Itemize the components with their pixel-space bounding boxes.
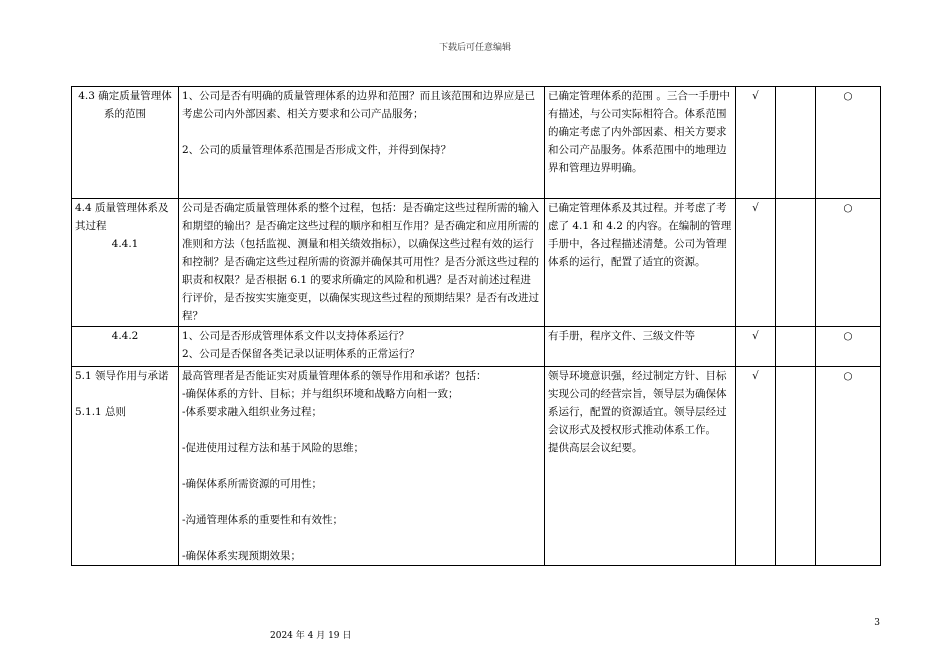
table-row [72, 367, 881, 566]
evidence-cell: 已确定管理体系的范围 。三合一手册中有描述，与公司实际相符合。体系范围的确定考虑了内外部因素、相关方要求和公司产品服务。体系范围中的地理边界和管理边界明确。 [545, 87, 736, 199]
clause-text: 4.4 质量管理体系及其过程 [75, 202, 169, 232]
conform-mark: √ [736, 87, 776, 199]
subclause-text: 5.1.1 总则 [75, 406, 127, 418]
requirement-line [182, 529, 541, 547]
table-row [72, 87, 881, 199]
nonconform-cell [776, 199, 816, 327]
clause-text: 4.4.2 [111, 330, 139, 342]
nonconform-cell [776, 367, 816, 566]
requirement-line: 2、公司的质量管理体系范围是否形成文件，并得到保持？ [182, 144, 452, 156]
nonconform-cell [776, 327, 816, 367]
result-mark: ○ [816, 87, 881, 199]
requirement-cell [179, 367, 545, 566]
evidence-cell: 已确定管理体系及其过程。并考虑了考虑了 4.1 和 4.2 的内容。在编制的管理手册中，各过程描述清楚。公司为管理体系的运行，配置了适宜的资源。 [545, 199, 736, 327]
requirement-line: 最高管理者是否能证实对质量管理体系的领导作用和承诺？包括： [182, 370, 487, 382]
result-mark: ○ [816, 199, 881, 327]
requirement-line: 2、公司是否保留各类记录以证明体系的正常运行？ [182, 348, 420, 360]
requirement-line: 1、公司是否有明确的质量管理体系的边界和范围？而且该范围和边界应是已考虑公司内外部因素、相关方要求和公司产品服务； [182, 90, 536, 120]
audit-checklist-table [71, 86, 881, 566]
requirement-line: -促进使用过程方法和基于风险的思维； [182, 442, 365, 454]
requirement-line: -体系要求融入组织业务过程； [182, 406, 323, 418]
requirement-line: 1、公司是否形成管理体系文件以支持体系运行？ [182, 330, 410, 342]
requirement-cell [179, 199, 545, 327]
requirement-line [182, 123, 541, 141]
requirement-line: -确保体系实现预期效果； [182, 550, 302, 562]
requirement-line: -确保体系的方针、目标；并与组织环境和战略方向相一致； [182, 388, 459, 400]
requirement-cell [179, 327, 545, 367]
requirement-line: -沟通管理体系的重要性和有效性； [182, 514, 344, 526]
header-note: 下载后可任意编辑 [438, 43, 511, 53]
result-mark: ○ [816, 367, 881, 566]
conform-mark: √ [736, 199, 776, 327]
clause-cell [72, 199, 179, 327]
clause-cell [72, 367, 179, 566]
requirement-line [182, 457, 541, 475]
requirement-line [182, 421, 541, 439]
clause-text: 4.3 确定质量管理体系的范围 [78, 90, 172, 120]
table-row [72, 327, 881, 367]
requirement-line: 公司是否确定质量管理体系的整个过程，包括：是否确定这些过程所需的输入和期望的输出？是否确定这些过程的顺序和相互作用？是否确定和应用所需的准则和方法（包括监视、测量和相关绩效指标），以确保这些过程有效的运行和控制？是否确定这些过程所需的资源并确保其可用性？是否分派这些过程的职责和权限？是否根据 6.1 的要求所确定的风险和机遇？是否对前述过程进行评价，是否按实实施变更，以确保实现这些过程的预期结果？是否有改进过程？ [182, 202, 539, 322]
requirement-line [182, 493, 541, 511]
clause-cell [72, 327, 179, 367]
subclause-text: 4.4.1 [111, 238, 139, 250]
conform-mark: √ [736, 367, 776, 566]
footer-date: 2024 年 4 月 19 日 [270, 631, 352, 641]
evidence-cell: 领导环境意识强，经过制定方针、目标实现公司的经营宗旨，领导层为确保体系运行，配置的资源适宜。领导层经过会议形式及授权形式推动体系工作。 提供高层会议纪要。 [545, 367, 736, 566]
page-number: 3 [874, 618, 880, 628]
result-mark: ○ [816, 327, 881, 367]
clause-cell [72, 87, 179, 199]
requirement-cell [179, 87, 545, 199]
evidence-cell: 有手册，程序文件、三级文件等 [545, 327, 736, 367]
spacer [75, 385, 175, 403]
table-row [72, 199, 881, 327]
requirement-line: -确保体系所需资源的可用性； [182, 478, 323, 490]
clause-text: 5.1 领导作用与承诺 [75, 370, 169, 382]
conform-mark: √ [736, 327, 776, 367]
nonconform-cell [776, 87, 816, 199]
